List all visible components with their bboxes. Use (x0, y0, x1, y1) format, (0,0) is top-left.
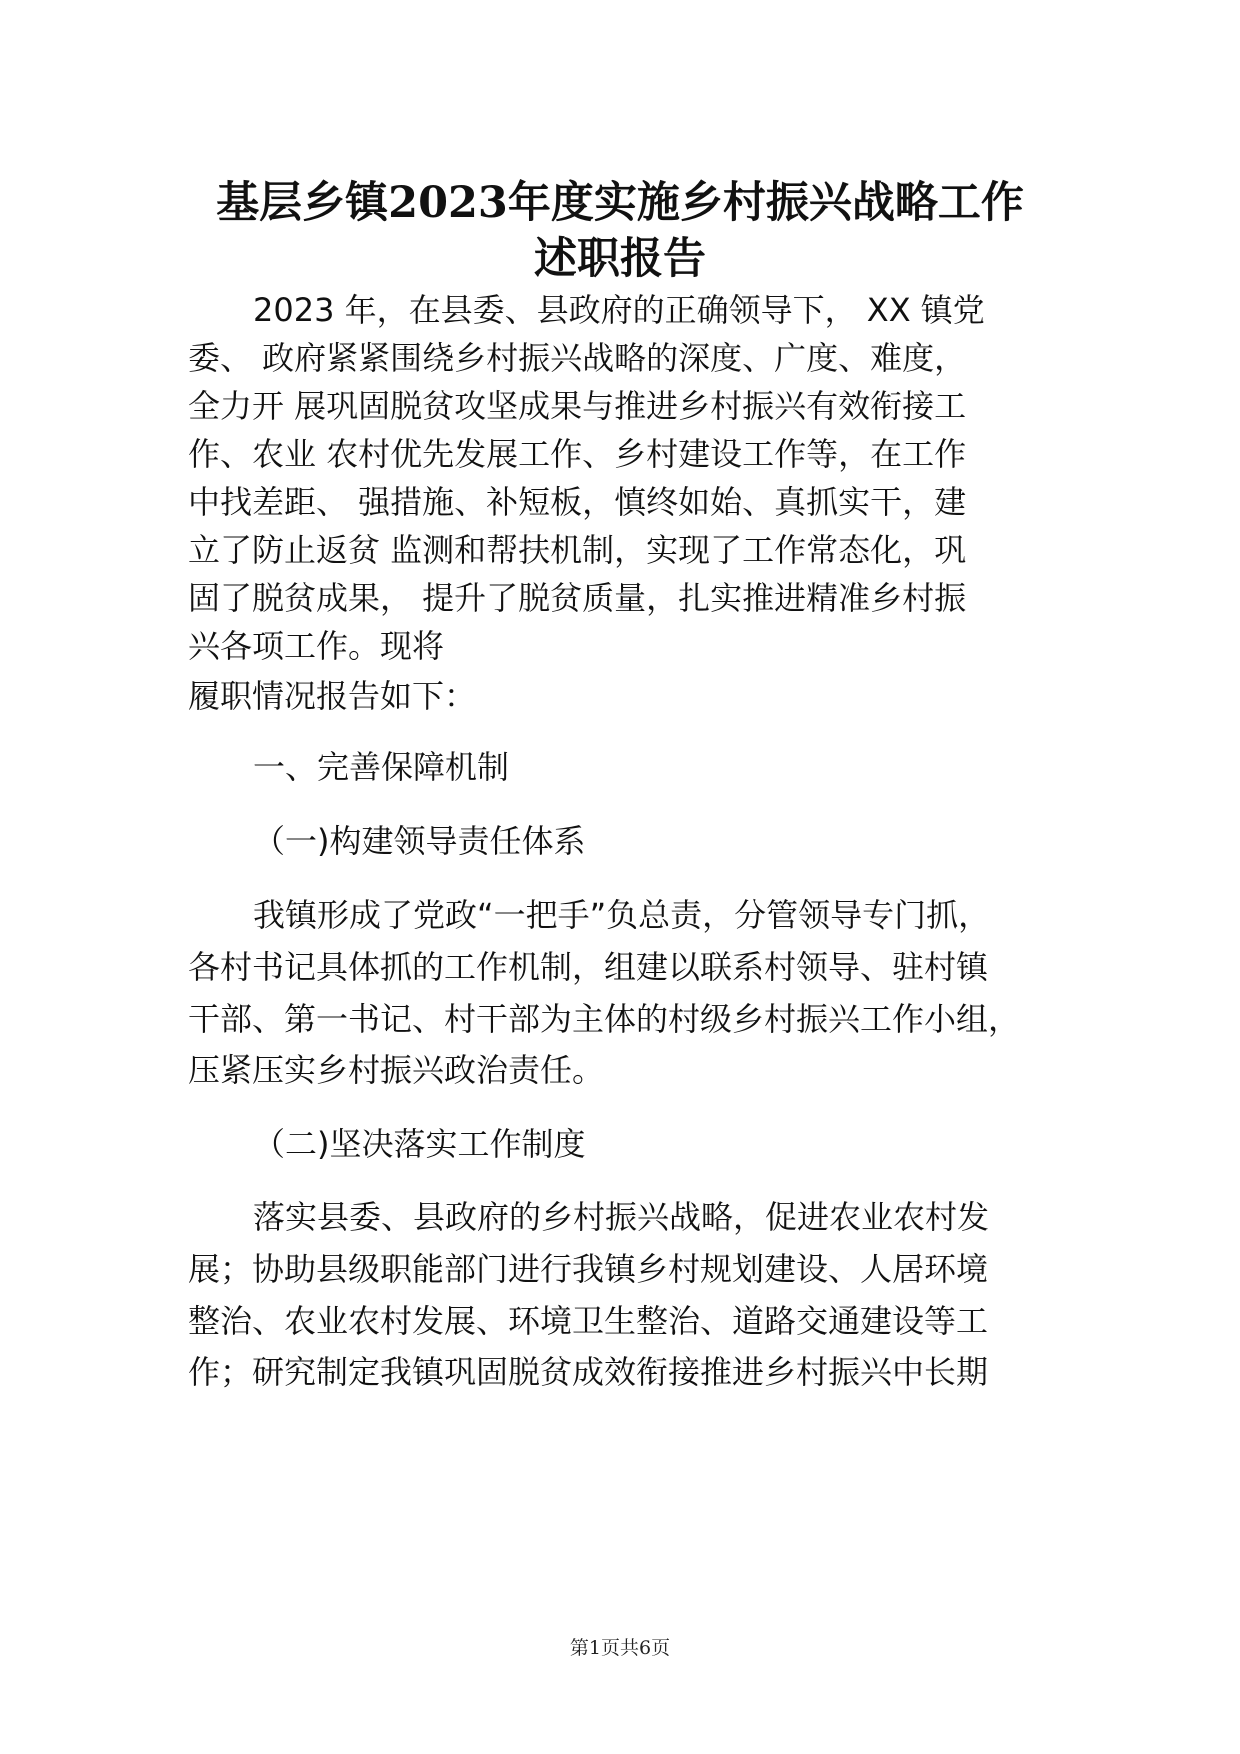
intro-line-2: 委、 政府紧紧围绕乡村振兴战略的深度、广度、难度， (188, 339, 967, 377)
intro-line-8: 兴各项工作。现将 (188, 627, 445, 665)
sub2-line-3: 整治、农业农村发展、环境卫生整治、道路交通建设等工 (188, 1302, 989, 1340)
sub1-line-1: 我镇形成了党政“一把手”负总责，分管领导专门抓， (253, 896, 991, 934)
intro-line-4: 作、农业 农村优先发展工作、乡村建设工作等，在工作 (188, 435, 967, 473)
section-heading-1: 一、完善保障机制 (253, 748, 510, 786)
intro-line-9: 履职情况报告如下： (188, 677, 477, 715)
subsection-heading-1: （一)构建领导责任体系 (253, 822, 586, 860)
intro-line-3: 全力开 展巩固脱贫攻坚成果与推进乡村振兴有效衔接工 (188, 387, 967, 425)
intro-line-5: 中找差距、 强措施、补短板，慎终如始、真抓实干，建 (188, 483, 967, 521)
intro-line-6: 立了防止返贫 监测和帮扶机制，实现了工作常态化，巩 (188, 531, 967, 569)
intro-line-7: 固了脱贫成果， 提升了脱贫质量，扎实推进精准乡村振 (188, 579, 967, 617)
sub2-line-2: 展；协助县级职能部门进行我镇乡村规划建设、人居环境 (188, 1250, 989, 1288)
sub1-line-3: 干部、第一书记、村干部为主体的村级乡村振兴工作小组， (188, 1000, 1021, 1038)
sub2-line-4: 作；研究制定我镇巩固脱贫成效衔接推进乡村振兴中长期 (188, 1353, 989, 1391)
subsection-heading-2: （二)坚决落实工作制度 (253, 1125, 586, 1163)
sub1-line-4: 压紧压实乡村振兴政治责任。 (188, 1051, 605, 1089)
intro-line-1: 2023 年，在县委、县政府的正确领导下， XX 镇党 (253, 291, 985, 329)
document-title-line-1: 基层乡镇2023年度实施乡村振兴战略工作 (216, 178, 1024, 228)
document-title-line-2: 述职报告 (534, 234, 706, 284)
page-number-footer: 第1页共6页 (569, 1637, 671, 1659)
sub1-line-2: 各村书记具体抓的工作机制，组建以联系村领导、驻村镇 (188, 948, 989, 986)
sub2-line-1: 落实县委、县政府的乡村振兴战略，促进农业农村发 (253, 1198, 990, 1236)
